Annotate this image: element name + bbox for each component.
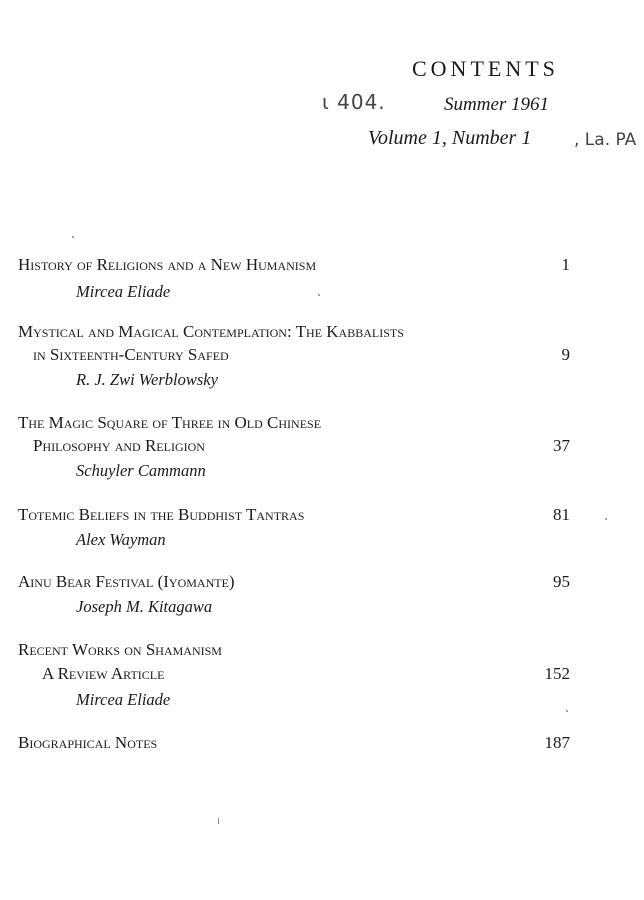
scan-speck bbox=[72, 236, 74, 238]
entry-page: 37 bbox=[553, 436, 570, 455]
entry-author: Joseph M. Kitagawa bbox=[76, 597, 213, 616]
entry-page: 187 bbox=[544, 733, 570, 752]
contents-heading: CONTENTS bbox=[412, 56, 559, 81]
entry-author: Mircea Eliade bbox=[76, 282, 171, 301]
entry-title: Recent Works on Shamanism bbox=[18, 640, 222, 659]
entry-title: History of Religions and a New Humanism bbox=[18, 255, 317, 274]
entry-title-cont: in Sixteenth-Century Safed bbox=[33, 345, 229, 364]
entry-author: Alex Wayman bbox=[76, 530, 166, 549]
entry-title-cont: A Review Article bbox=[42, 664, 165, 683]
entry-page: 95 bbox=[553, 572, 570, 591]
entry-title-cont: Philosophy and Religion bbox=[33, 436, 205, 455]
entry-page: 1 bbox=[561, 255, 570, 274]
entry-author: Mircea Eliade bbox=[76, 690, 171, 709]
scan-speck bbox=[566, 710, 568, 712]
entry-title: Biographical Notes bbox=[18, 733, 158, 752]
entry-author: Schuyler Cammann bbox=[76, 461, 206, 480]
handwritten-code: , La. PA bbox=[574, 130, 637, 150]
entry-page: 9 bbox=[561, 345, 570, 364]
entry-title: Totemic Beliefs in the Buddhist Tantras bbox=[18, 505, 305, 524]
scan-speck bbox=[605, 518, 607, 520]
entry-title: Ainu Bear Festival (Iyomante) bbox=[18, 572, 235, 591]
handwritten-note: ꙇ 404. bbox=[322, 90, 386, 114]
entry-page: 81 bbox=[553, 505, 570, 524]
entry-title: Mystical and Magical Contemplation: The Kabbalists bbox=[18, 322, 404, 341]
entry-page: 152 bbox=[544, 664, 570, 683]
entry-title: The Magic Square of Three in Old Chinese bbox=[18, 413, 322, 432]
scan-speck bbox=[318, 294, 320, 296]
entry-author: R. J. Zwi Werblowsky bbox=[76, 370, 218, 389]
issue-season: Summer 1961 bbox=[444, 94, 550, 115]
scan-speck bbox=[218, 818, 219, 824]
volume-number: Volume 1, Number 1 bbox=[368, 127, 532, 149]
